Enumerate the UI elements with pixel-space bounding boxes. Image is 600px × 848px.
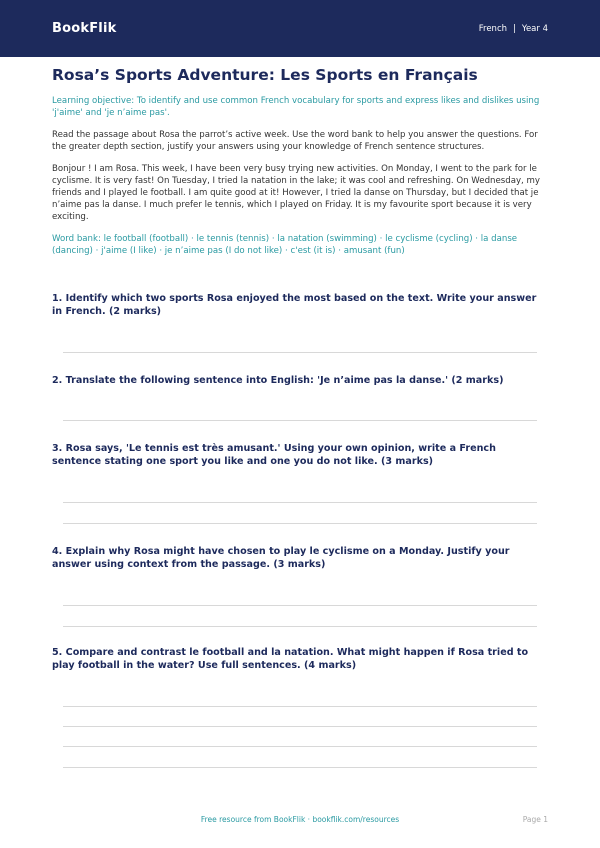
answer-line[interactable] <box>63 523 537 524</box>
footer-resource-link[interactable]: Free resource from BookFlik · bookflik.com/resources <box>200 815 400 824</box>
header-bar <box>0 0 600 57</box>
subject-label: French <box>478 23 508 34</box>
answer-line[interactable] <box>63 502 537 503</box>
question-5: 5. Compare and contrast le football and la natation. What might happen if Rosa tried to play football in the water? Use full sentences. (4 marks) <box>52 647 529 671</box>
answer-line[interactable] <box>63 767 537 768</box>
question-3: 3. Rosa says, 'Le tennis est très amusant.' Using your own opinion, write a French sentence stating one sport you like and one you do not like. (3 marks) <box>52 443 496 467</box>
page-number: Page 1 <box>522 815 548 824</box>
instructions-text: Read the passage about Rosa the parrot’s active week. Use the word bank to help you answer the questions. For the greater depth section, justify your answers using your knowledge of French sentence structures. <box>52 130 538 152</box>
answer-line[interactable] <box>63 605 537 606</box>
meta-separator: | <box>513 23 516 34</box>
answer-line[interactable] <box>63 420 537 421</box>
question-1: 1. Identify which two sports Rosa enjoyed the most based on the text. Write your answer in French. (2 marks) <box>52 293 537 317</box>
answer-line[interactable] <box>63 706 537 707</box>
answer-line[interactable] <box>63 746 537 747</box>
word-bank: Word bank: le football (football) · le tennis (tennis) · la natation (swimming) · le cyclisme (cycling) · la danse (dancing) · j'aime (I like) · je n’aime pas (I do not like) · c'est (it is) · amusant (fun) <box>52 234 518 256</box>
year-label: Year 4 <box>521 23 548 34</box>
question-2: 2. Translate the following sentence into English: 'Je n’aime pas la danse.' (2 marks) <box>52 375 504 386</box>
question-4: 4. Explain why Rosa might have chosen to play le cyclisme on a Monday. Justify your answer using context from the passage. (3 marks) <box>52 546 510 570</box>
answer-line[interactable] <box>63 726 537 727</box>
worksheet-intro <box>52 64 548 257</box>
reading-passage: Bonjour ! I am Rosa. This week, I have been very busy trying new activities. On Monday, I went to the park for le cyclisme. It is very fast! On Tuesday, I tried la natation in the lake; it was cool and refreshing. On Wednesday, my friends and I played le football. I am quite good at it! However, I tried la danse on Thursday, but I decided that je n’aime pas la danse. I much prefer le tennis, which I played on Friday. It is my favourite sport because it is very exciting. <box>52 164 540 222</box>
learning-objective: Learning objective: To identify and use common French vocabulary for sports and express likes and dislikes using 'j'aime' and 'je n’aime pas'. <box>52 96 540 118</box>
brand-logo: BookFlik <box>52 21 117 36</box>
answer-line[interactable] <box>63 352 537 353</box>
footer <box>0 815 600 829</box>
worksheet-title: Rosa’s Sports Adventure: Les Sports en Français <box>52 66 478 84</box>
header-meta <box>479 24 548 34</box>
answer-line[interactable] <box>63 626 537 627</box>
